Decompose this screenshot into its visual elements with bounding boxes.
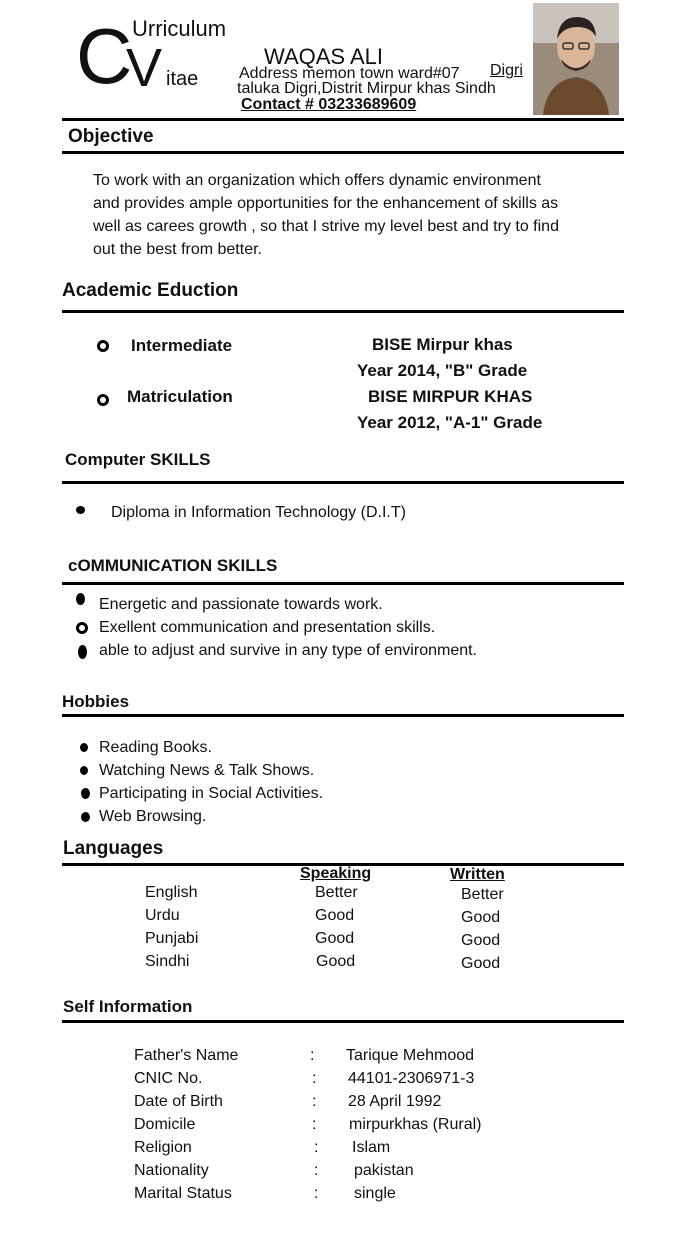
- self-info-label: Domicile: [134, 1116, 196, 1133]
- hobbies-bullet-icon: [80, 766, 88, 775]
- language-written: Better: [461, 886, 504, 903]
- self-info-separator: :: [312, 1093, 317, 1110]
- profile-photo: [533, 3, 619, 115]
- academic-bullet-icon: [97, 394, 109, 406]
- self-info-label: Date of Birth: [134, 1093, 223, 1110]
- self-info-separator: :: [314, 1162, 319, 1179]
- logo-big-c: C: [76, 12, 133, 100]
- academic-board-1: BISE Mirpur khas: [372, 335, 513, 354]
- self-info-separator: :: [310, 1047, 315, 1064]
- self-info-separator: :: [314, 1139, 319, 1156]
- academic-year-2: Year 2012, "A-1" Grade: [357, 413, 543, 432]
- hobbies-heading: Hobbies: [62, 692, 130, 711]
- computer-heading: Computer SKILLS: [65, 450, 211, 469]
- profile-photo-image: [533, 3, 619, 115]
- hobbies-rule: [62, 714, 624, 717]
- language-speaking: Good: [315, 907, 355, 924]
- objective-heading: Objective: [68, 126, 154, 147]
- language-speaking: Good: [315, 930, 355, 947]
- self-info-separator: :: [312, 1116, 317, 1133]
- contact-number: Contact # 03233689609: [241, 96, 417, 113]
- self-info-separator: :: [312, 1070, 317, 1087]
- self-info-heading: Self Information: [63, 997, 193, 1016]
- self-info-value: pakistan: [354, 1162, 414, 1179]
- communication-rule: [62, 582, 624, 585]
- objective-line-4: out the best from better.: [93, 241, 262, 258]
- candidate-name: WAQAS ALI: [264, 44, 384, 69]
- hobby-2: Watching News & Talk Shows.: [99, 762, 315, 779]
- languages-col-written: Written: [450, 866, 505, 883]
- language-speaking: Better: [315, 884, 358, 901]
- header-rule: [62, 118, 624, 121]
- communication-bullet-icon: [78, 645, 87, 659]
- hobby-3: Participating in Social Activities.: [99, 785, 324, 802]
- communication-skill-3: able to adjust and survive in any type of environment.: [99, 642, 477, 659]
- self-info-label: Religion: [134, 1139, 192, 1156]
- self-info-label: Father's Name: [134, 1047, 239, 1064]
- language-written: Good: [461, 932, 501, 949]
- language-written: Good: [461, 955, 501, 972]
- objective-line-1: To work with an organization which offers dynamic environment: [93, 172, 541, 189]
- communication-bullet-icon: [76, 622, 88, 634]
- self-info-label: Nationality: [134, 1162, 209, 1179]
- logo-urriculum: Urriculum: [132, 16, 227, 41]
- objective-line-3: well as carees growth , so that I strive my level best and try to find: [93, 218, 559, 235]
- self-info-value: mirpurkhas (Rural): [349, 1116, 482, 1133]
- self-info-label: CNIC No.: [134, 1070, 203, 1087]
- address-line-2: taluka Digri,Distrit Mirpur khas Sindh: [237, 80, 496, 97]
- language-name: English: [145, 884, 198, 901]
- languages-col-speaking: Speaking: [300, 865, 372, 882]
- languages-heading: Languages: [63, 838, 164, 859]
- address-line-1: Address memon town ward#07: [239, 65, 460, 82]
- address-digri: Digri: [490, 62, 523, 79]
- academic-degree-1: Intermediate: [131, 336, 233, 355]
- self-info-value: Tarique Mehmood: [346, 1047, 475, 1064]
- logo-big-v: V: [126, 38, 163, 98]
- communication-skill-2: Exellent communication and presentation skills.: [99, 619, 436, 636]
- computer-skill-1: Diploma in Information Technology (D.I.T): [111, 504, 406, 521]
- language-name: Sindhi: [145, 953, 190, 970]
- language-name: Urdu: [145, 907, 180, 924]
- academic-heading: Academic Eduction: [62, 280, 239, 301]
- self-info-rule: [62, 1020, 624, 1023]
- academic-board-2: BISE MIRPUR KHAS: [368, 387, 533, 406]
- communication-bullet-icon: [76, 593, 85, 605]
- computer-rule: [62, 481, 624, 484]
- hobby-1: Reading Books.: [99, 739, 212, 756]
- language-written: Good: [461, 909, 501, 926]
- academic-degree-2: Matriculation: [127, 387, 233, 406]
- self-info-value: single: [354, 1185, 396, 1202]
- academic-bullet-icon: [97, 340, 109, 352]
- language-speaking: Good: [316, 953, 356, 970]
- self-info-value: Islam: [352, 1139, 391, 1156]
- communication-skill-1: Energetic and passionate towards work.: [99, 596, 383, 613]
- communication-heading: cOMMUNICATION SKILLS: [68, 556, 278, 575]
- objective-rule: [62, 151, 624, 154]
- self-info-value: 28 April 1992: [348, 1093, 442, 1110]
- hobbies-bullet-icon: [80, 743, 88, 752]
- hobbies-bullet-icon: [81, 812, 90, 822]
- academic-year-1: Year 2014, "B" Grade: [357, 361, 528, 380]
- self-info-value: 44101-2306971-3: [348, 1070, 475, 1087]
- logo-itae: itae: [166, 68, 199, 90]
- computer-bullet-icon: [76, 506, 85, 514]
- self-info-separator: :: [314, 1185, 319, 1202]
- hobby-4: Web Browsing.: [99, 808, 207, 825]
- language-name: Punjabi: [145, 930, 199, 947]
- hobbies-bullet-icon: [81, 788, 90, 799]
- academic-rule: [62, 310, 624, 313]
- self-info-label: Marital Status: [134, 1185, 232, 1202]
- objective-line-2: and provides ample opportunities for the enhancement of skills as: [93, 195, 559, 212]
